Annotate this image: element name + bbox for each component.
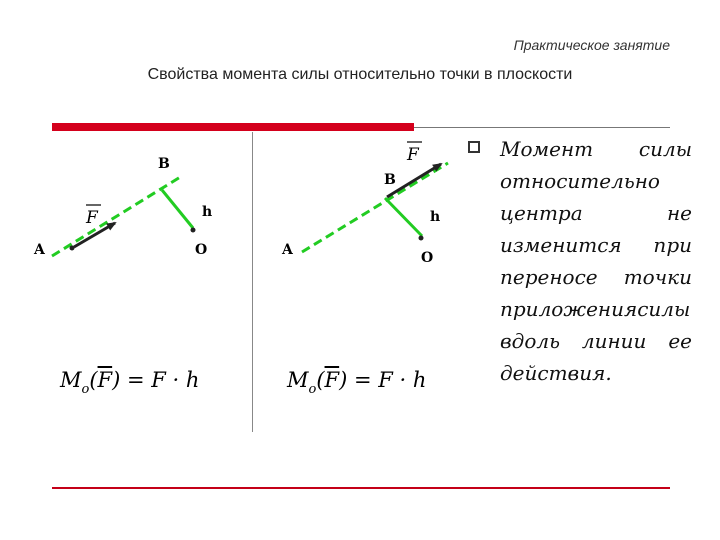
left-point-a-dot bbox=[70, 246, 75, 251]
right-arm-h bbox=[385, 198, 422, 236]
left-point-a-label: A bbox=[34, 242, 45, 258]
slide-title: Свойства момента силы относительно точки в плоскости bbox=[147, 66, 573, 83]
left-point-o-label: O bbox=[195, 242, 208, 258]
left-diagram bbox=[33, 156, 212, 258]
right-point-b-label: B bbox=[384, 172, 396, 188]
left-force-label: F bbox=[86, 208, 98, 228]
right-point-a-label: A bbox=[282, 242, 293, 258]
right-force-label: F bbox=[407, 145, 419, 165]
left-formula: $M_o(\overline{F}) = F \cdot h$ bbox=[60, 368, 200, 397]
right-point-o-label: O bbox=[421, 250, 434, 266]
right-arm-label: h bbox=[430, 209, 441, 225]
left-point-b-label: B bbox=[158, 156, 170, 172]
right-point-o-dot bbox=[419, 236, 424, 241]
header-subtitle: Практическое занятие bbox=[513, 37, 670, 53]
right-formula: $M_o(\overline{F}) = F \cdot h$ bbox=[287, 368, 427, 397]
right-line-of-action bbox=[302, 163, 448, 252]
left-line-of-action bbox=[52, 176, 182, 256]
right-diagram bbox=[281, 142, 448, 266]
left-arm-label: h bbox=[202, 204, 213, 220]
bullet-text: Момент силы относительно центра не изменится при переносе точки приложениясилы вдоль линии ее действия. bbox=[500, 137, 692, 385]
bullet-square-icon bbox=[468, 141, 480, 153]
left-point-o-dot bbox=[191, 228, 196, 233]
left-arm-h bbox=[162, 190, 193, 228]
